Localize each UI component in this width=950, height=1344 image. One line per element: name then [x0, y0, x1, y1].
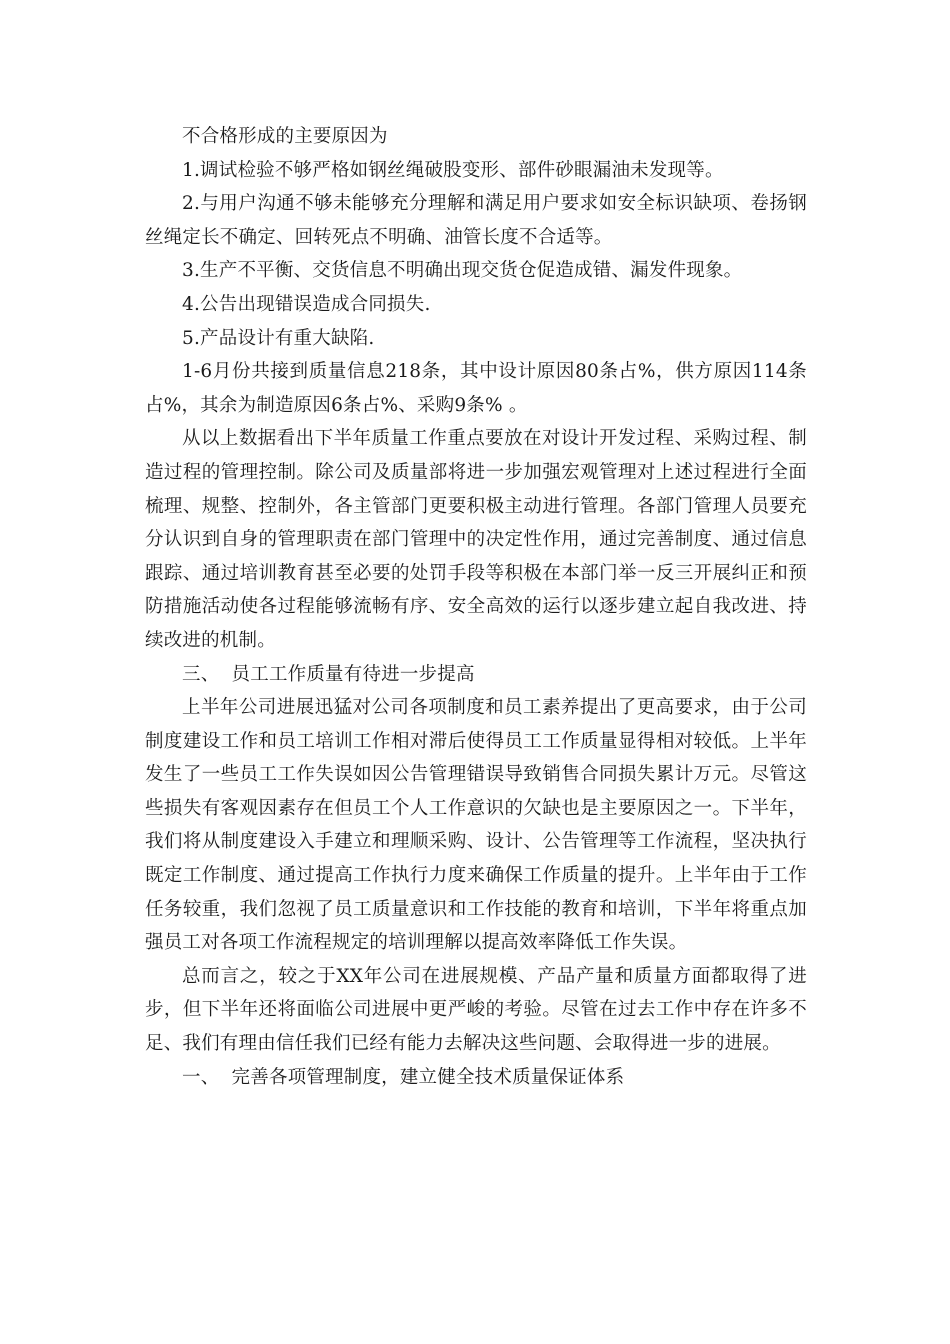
paragraph-conclusion: 总而言之，较之于XX年公司在进展规模、产品产量和质量方面都取得了进步，但下半年还将面临公司进展中更严峻的考验。尽管在过去工作中存在许多不足、我们有理由信任我们已经有能力去解决这些问题、会取得进一步的进展。	[145, 965, 807, 1055]
paragraph-cause-2: 2.与用户沟通不够未能够充分理解和满足用户要求如安全标识缺项、卷扬钢丝绳定长不确定、回转死点不明确、油管长度不合适等。	[145, 193, 807, 248]
paragraph-cause-1: 1.调试检验不够严格如钢丝绳破股变形、部件砂眼漏油未发现等。	[182, 159, 724, 181]
paragraph-second-half-focus: 从以上数据看出下半年质量工作重点要放在对设计开发过程、采购过程、制造过程的管理控制。除公司及质量部将进一步加强宏观管理对上述过程进行全面梳理、规整、控制外，各主管部门更要积极主动进行管理。各部门管理人员要充分认识到自身的管理职责在部门管理中的决定性作用，通过完善制度、通过信息跟踪、通过培训教育甚至必要的处罚手段等积极在本部门举一反三开展纠正和预防措施活动使各过程能够流畅有序、安全高效的运行以逐步建立起自我改进、持续改进的机制。	[145, 428, 807, 651]
paragraph-quality-statistics: 1-6月份共接到质量信息218条，其中设计原因80条占%，供方原因114条占%，其余为制造原因6条占%、采购9条% 。	[145, 361, 807, 416]
paragraph-cause-5: 5.产品设计有重大缺陷.	[182, 327, 375, 349]
paragraph-cause-4: 4.公告出现错误造成合同损失.	[182, 293, 431, 315]
paragraph-staff-quality: 上半年公司进展迅猛对公司各项制度和员工素养提出了更高要求，由于公司制度建设工作和员工培训工作相对滞后使得员工工作质量显得相对较低。上半年发生了一些员工工作失误如因公告管理错误导致销售合同损失累计万元。尽管这些损失有客观因素存在但员工个人工作意识的欠缺也是主要原因之一。下半年，我们将从制度建设入手建立和理顺采购、设计、公告管理等工作流程，坚决执行既定工作制度、通过提高工作执行力度来确保工作质量的提升。上半年由于工作任务较重，我们忽视了员工质量意识和工作技能的教育和培训，下半年将重点加强员工对各项工作流程规定的培训理解以提高效率降低工作失误。	[145, 697, 807, 954]
section-heading-management-system: 一、 完善各项管理制度，建立健全技术质量保证体系	[182, 1066, 625, 1088]
paragraph-nonconformity-causes-intro: 不合格形成的主要原因为	[182, 126, 388, 147]
document-body	[145, 120, 807, 1094]
paragraph-cause-3: 3.生产不平衡、交货信息不明确出现交货仓促造成错、漏发件现象。	[182, 260, 743, 282]
section-heading-staff-quality: 三、 员工工作质量有待进一步提高	[182, 663, 475, 685]
